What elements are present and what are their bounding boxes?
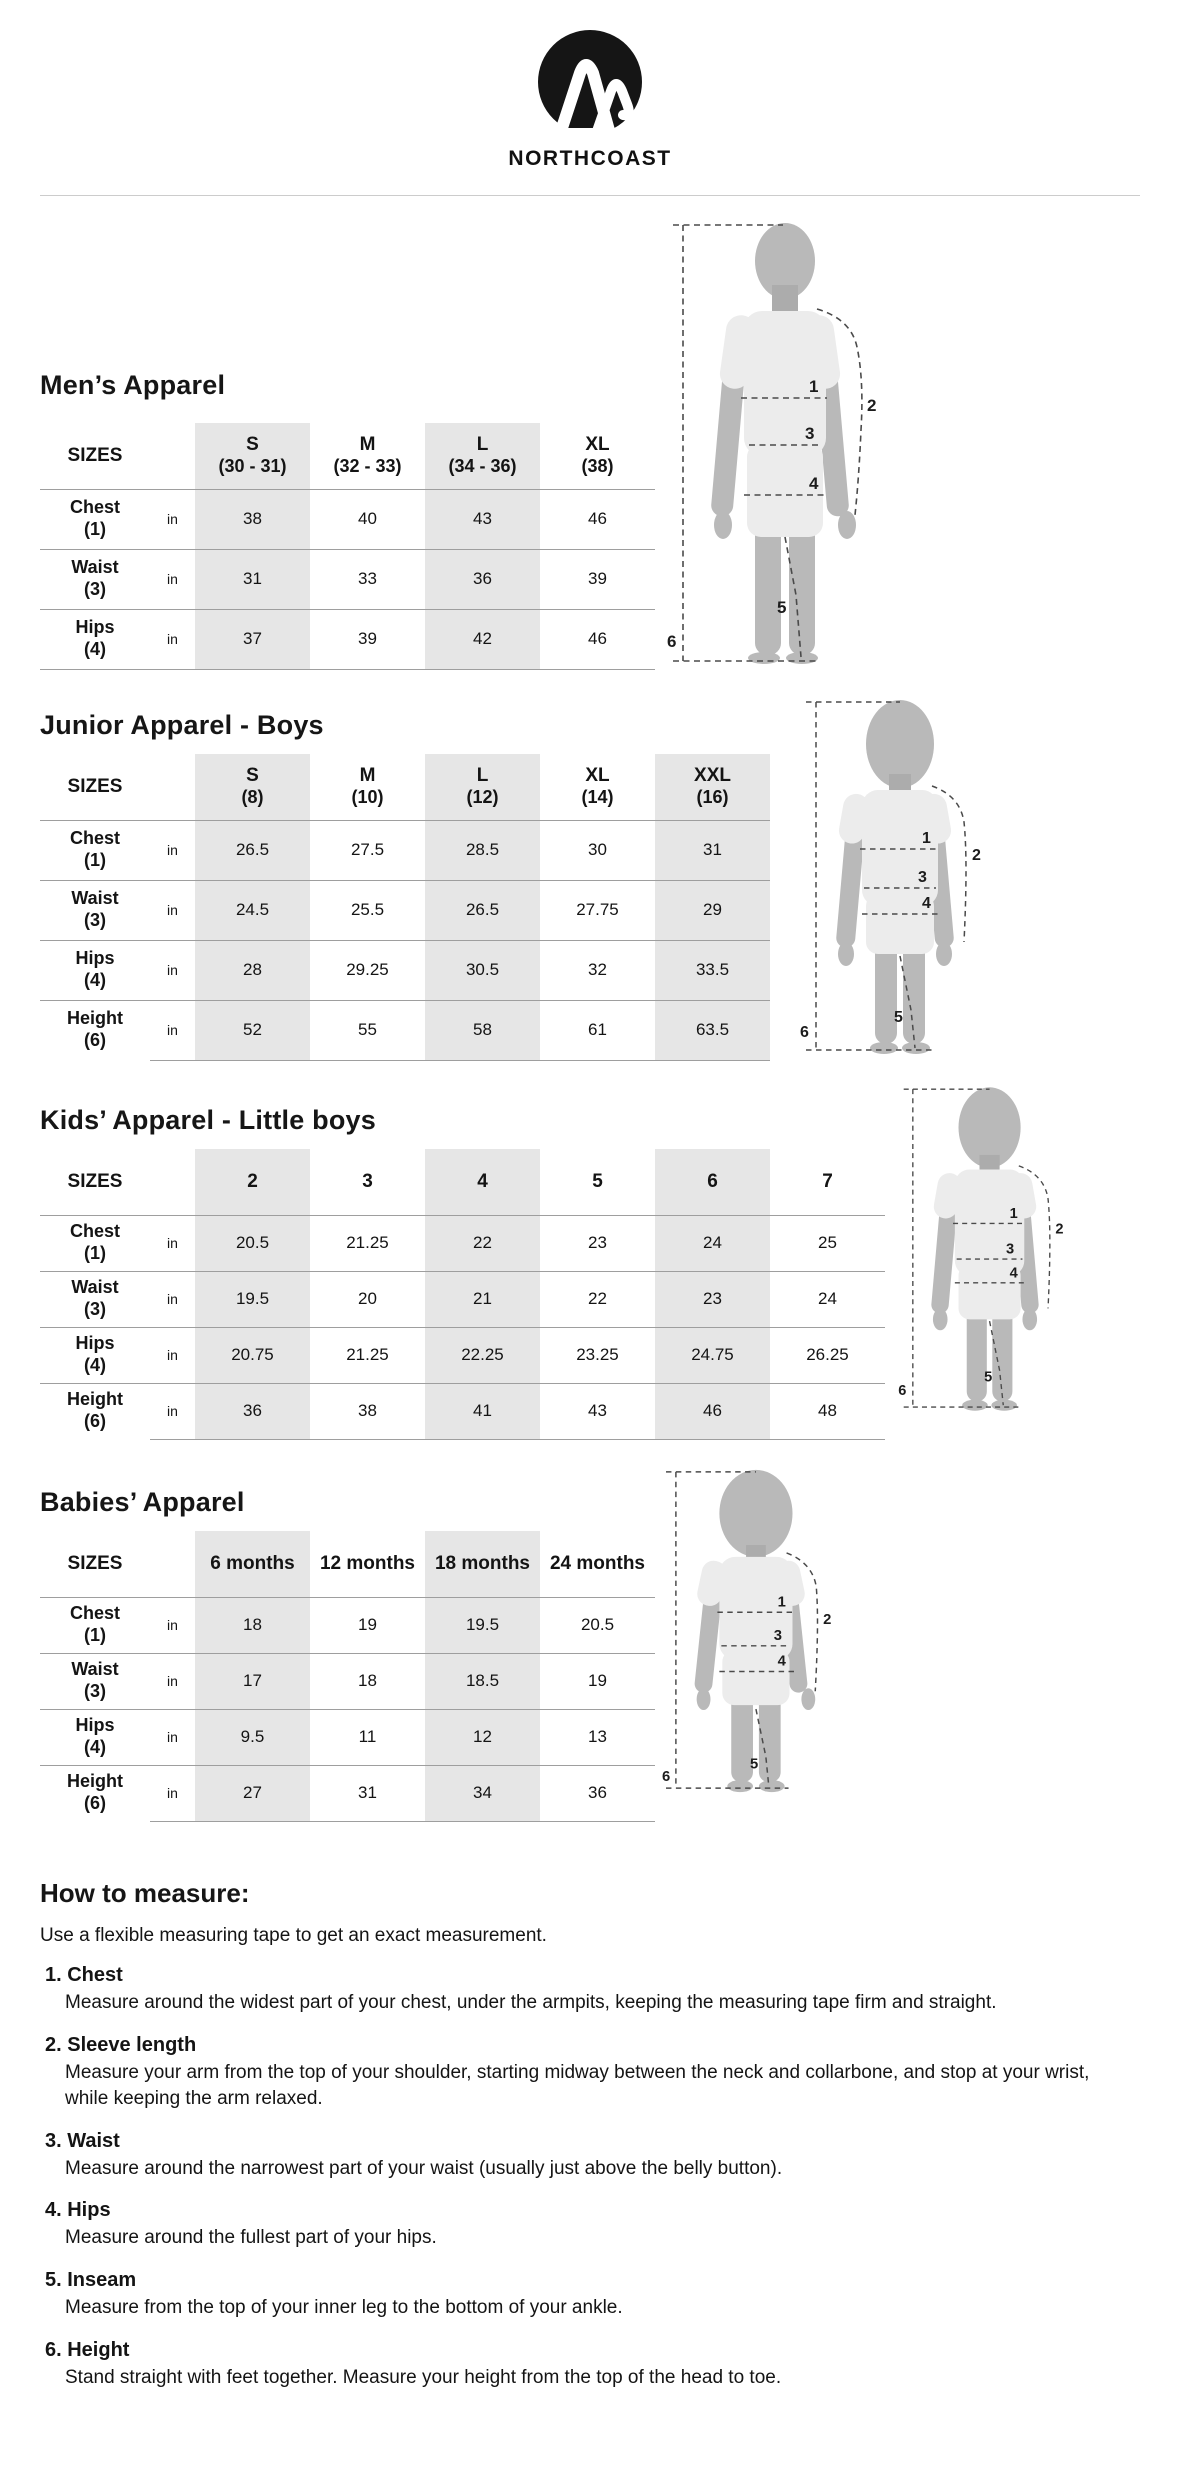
size-column-header: 2: [195, 1149, 310, 1215]
babies-apparel-section: [0, 1472, 1180, 1862]
measurement-value: 21.25: [310, 1327, 425, 1383]
measurement-label: Chest (1): [40, 1597, 150, 1653]
kids-body-figure: [898, 1080, 1072, 1423]
instruction-title: 4. Hips: [45, 2199, 111, 2222]
measurement-row: [40, 940, 770, 1000]
measurement-value: 33.5: [655, 940, 770, 1000]
measurement-row: [40, 1271, 885, 1327]
measurement-row: [40, 1597, 655, 1653]
measurement-value: 25.5: [310, 880, 425, 940]
measurement-value: 19: [310, 1597, 425, 1653]
measurement-row: [40, 1765, 655, 1821]
measurement-value: 38: [310, 1383, 425, 1439]
measurement-row: [40, 880, 770, 940]
measure-instruction-list: [40, 1964, 1140, 2391]
measurement-value: 29: [655, 880, 770, 940]
size-column-header: 7: [770, 1149, 885, 1215]
mens-size-table: [40, 423, 655, 670]
measurement-value: 22.25: [425, 1327, 540, 1383]
instruction-title: 5. Inseam: [45, 2268, 137, 2291]
size-column-header: 12 months: [310, 1531, 425, 1597]
measurement-label: Hips (4): [40, 1709, 150, 1765]
instruction-description: Stand straight with feet together. Measure your height from the top of the head to toe.: [65, 2366, 782, 2388]
unit-cell: in: [150, 1215, 195, 1271]
how-to-measure-title: How to measure:: [40, 1878, 250, 1908]
measurement-label: Chest (1): [40, 489, 150, 549]
unit-cell: in: [150, 940, 195, 1000]
measurement-value: 39: [540, 549, 655, 609]
measurement-value: 13: [540, 1709, 655, 1765]
measurement-row: [40, 549, 655, 609]
measurement-value: 9.5: [195, 1709, 310, 1765]
size-column-header: XL (38): [540, 423, 655, 489]
measurement-value: 41: [425, 1383, 540, 1439]
measurement-value: 43: [425, 489, 540, 549]
measurement-value: 19.5: [425, 1597, 540, 1653]
measure-instruction-item: [40, 2130, 1140, 2183]
size-column-header: 3: [310, 1149, 425, 1215]
toddler-figure-illustration: [662, 1462, 840, 1798]
size-header-row: [40, 1149, 885, 1215]
measurement-value: 31: [195, 549, 310, 609]
unit-column-spacer: [150, 754, 195, 820]
measurement-value: 22: [540, 1271, 655, 1327]
section-title-junior: Junior Apparel - Boys: [40, 710, 324, 740]
size-column-header: 18 months: [425, 1531, 540, 1597]
size-column-header: 4: [425, 1149, 540, 1215]
measurement-value: 18: [195, 1597, 310, 1653]
unit-cell: in: [150, 489, 195, 549]
measurement-value: 18: [310, 1653, 425, 1709]
babies-body-figure: [662, 1462, 840, 1803]
how-to-measure-intro: Use a flexible measuring tape to get an exact measurement.: [40, 1925, 547, 1946]
measurement-value: 61: [540, 1000, 655, 1060]
measurement-label: Height (6): [67, 1389, 123, 1431]
instruction-title: 1. Chest: [45, 1964, 123, 1986]
measurement-row: [40, 1709, 655, 1765]
measurement-label: Height (6): [67, 1008, 123, 1050]
unit-cell: in: [150, 880, 195, 940]
measurement-row: [40, 609, 655, 669]
junior-body-figure: [800, 692, 990, 1067]
measure-instruction-item: [40, 1964, 1140, 2017]
measure-instruction-item: [40, 2199, 1140, 2252]
size-column-header: 6: [655, 1149, 770, 1215]
instruction-description: Measure around the fullest part of your hips.: [65, 2227, 437, 2249]
measurement-value: 18.5: [425, 1653, 540, 1709]
instruction-description: Measure around the narrowest part of your waist (usually just above the belly button).: [65, 2157, 783, 2179]
section-title-mens: Men’s Apparel: [40, 370, 226, 400]
junior-apparel-section: [0, 690, 1180, 1090]
measurement-value: 30: [540, 820, 655, 880]
how-to-measure-section: [0, 1862, 1180, 2465]
size-header-row: [40, 1531, 655, 1597]
measurement-value: 38: [195, 489, 310, 549]
size-column-header: M (32 - 33): [310, 423, 425, 489]
measurement-label: Waist (3): [40, 549, 150, 609]
measurement-label: Waist (3): [40, 880, 150, 940]
measurement-value: 27: [195, 1765, 310, 1821]
unit-cell: in: [150, 609, 195, 669]
measurement-value: 55: [310, 1000, 425, 1060]
measurement-label: Height (6): [67, 1771, 123, 1813]
unit-cell: in: [150, 1765, 195, 1821]
measurement-value: 37: [195, 609, 310, 669]
kids-apparel-section: [0, 1090, 1180, 1472]
unit-column-spacer: [150, 423, 195, 489]
unit-cell: in: [150, 549, 195, 609]
measure-instruction-item: [40, 2034, 1140, 2113]
size-column-header: 24 months: [540, 1531, 655, 1597]
size-column-header: M (10): [310, 754, 425, 820]
measurement-label: Hips (4): [40, 1327, 150, 1383]
measurement-value: 36: [425, 549, 540, 609]
measurement-value: 23.25: [540, 1327, 655, 1383]
measurement-value: 22: [425, 1215, 540, 1271]
babies-size-table: [40, 1531, 655, 1822]
measurement-value: 21: [425, 1271, 540, 1327]
junior-size-table: [40, 754, 770, 1061]
measurement-value: 63.5: [655, 1000, 770, 1060]
measure-instruction-item: [40, 2269, 1140, 2322]
measurement-label: Waist (3): [40, 1271, 150, 1327]
instruction-title: 2. Sleeve length: [45, 2033, 197, 2056]
instruction-description: Measure your arm from the top of your shoulder, starting midway between the neck and collarbone, and stop at your wrist, while keeping the arm relaxed.: [65, 2061, 1090, 2110]
unit-cell: in: [150, 820, 195, 880]
measurement-value: 31: [655, 820, 770, 880]
page-header: [0, 0, 1180, 200]
instruction-description: Measure from the top of your inner leg to the bottom of your ankle.: [65, 2296, 623, 2318]
unit-column-spacer: [150, 1149, 195, 1215]
unit-cell: in: [150, 1597, 195, 1653]
measurement-value: 27.75: [540, 880, 655, 940]
measurement-value: 48: [770, 1383, 885, 1439]
size-column-header: XL (14): [540, 754, 655, 820]
measurement-value: 26.5: [195, 820, 310, 880]
header-divider: [40, 195, 1140, 196]
little-boy-figure-illustration: [898, 1080, 1072, 1418]
measurement-value: 26.25: [770, 1327, 885, 1383]
measurement-value: 32: [540, 940, 655, 1000]
measurement-value: 46: [540, 489, 655, 549]
sizes-column-header: SIZES: [40, 1531, 150, 1597]
measurement-label: Hips (4): [40, 609, 150, 669]
unit-cell: in: [150, 1327, 195, 1383]
size-column-header: S (30 - 31): [195, 423, 310, 489]
measurement-value: 25: [770, 1215, 885, 1271]
size-column-header: XXL (16): [655, 754, 770, 820]
measurement-value: 52: [195, 1000, 310, 1060]
measurement-value: 36: [540, 1765, 655, 1821]
measurement-label: Hips (4): [40, 940, 150, 1000]
measurement-value: 20.5: [195, 1215, 310, 1271]
measurement-value: 36: [195, 1383, 310, 1439]
measurement-row: [40, 1653, 655, 1709]
measurement-value: 28.5: [425, 820, 540, 880]
unit-cell: in: [150, 1271, 195, 1327]
section-title-kids: Kids’ Apparel - Little boys: [40, 1105, 376, 1135]
measurement-value: 40: [310, 489, 425, 549]
measurement-label: Chest (1): [40, 1215, 150, 1271]
measure-instruction-item: [40, 2339, 1140, 2392]
boy-figure-illustration: [800, 692, 990, 1062]
unit-column-spacer: [150, 1531, 195, 1597]
mens-body-figure: [665, 215, 895, 670]
measurement-value: 11: [310, 1709, 425, 1765]
size-header-row: [40, 754, 770, 820]
size-column-header: 5: [540, 1149, 655, 1215]
mens-apparel-section: [0, 200, 1180, 690]
measurement-value: 24: [770, 1271, 885, 1327]
measurement-value: 20: [310, 1271, 425, 1327]
unit-cell: in: [150, 1000, 195, 1060]
measurement-value: 24.75: [655, 1327, 770, 1383]
measurement-value: 39: [310, 609, 425, 669]
measurement-value: 24.5: [195, 880, 310, 940]
brand-name: NORTHCOAST: [508, 147, 672, 170]
measurement-row: [40, 820, 770, 880]
measurement-value: 19: [540, 1653, 655, 1709]
sizes-column-header: SIZES: [40, 754, 150, 820]
measurement-value: 33: [310, 549, 425, 609]
measurement-value: 58: [425, 1000, 540, 1060]
measurement-value: 23: [655, 1271, 770, 1327]
measurement-row: [40, 489, 655, 549]
measurement-row: [40, 1327, 885, 1383]
measurement-label: Chest (1): [40, 820, 150, 880]
measurement-value: 46: [540, 609, 655, 669]
measurement-row: [40, 1383, 885, 1439]
measurement-value: 12: [425, 1709, 540, 1765]
measurement-value: 31: [310, 1765, 425, 1821]
measurement-value: 20.5: [540, 1597, 655, 1653]
measurement-value: 27.5: [310, 820, 425, 880]
sizes-column-header: SIZES: [40, 1149, 150, 1215]
measurement-value: 21.25: [310, 1215, 425, 1271]
instruction-title: 6. Height: [45, 2338, 130, 2361]
sizes-column-header: SIZES: [40, 423, 150, 489]
measurement-value: 19.5: [195, 1271, 310, 1327]
size-column-header: S (8): [195, 754, 310, 820]
measurement-value: 17: [195, 1653, 310, 1709]
size-header-row: [40, 423, 655, 489]
measurement-value: 24: [655, 1215, 770, 1271]
measurement-value: 34: [425, 1765, 540, 1821]
size-column-header: 6 months: [195, 1531, 310, 1597]
measurement-value: 29.25: [310, 940, 425, 1000]
measurement-value: 42: [425, 609, 540, 669]
measurement-value: 30.5: [425, 940, 540, 1000]
northcoast-logo-icon: [532, 30, 648, 142]
size-column-header: L (34 - 36): [425, 423, 540, 489]
measurement-label: Waist (3): [40, 1653, 150, 1709]
brand-logo: [508, 30, 671, 171]
unit-cell: in: [150, 1383, 195, 1439]
instruction-title: 3. Waist: [45, 2129, 120, 2152]
measurement-value: 28: [195, 940, 310, 1000]
measurement-value: 26.5: [425, 880, 540, 940]
measurement-value: 43: [540, 1383, 655, 1439]
unit-cell: in: [150, 1653, 195, 1709]
instruction-description: Measure around the widest part of your chest, under the armpits, keeping the measuring tape firm and straight.: [65, 1992, 997, 2013]
adult-male-figure-illustration: [665, 215, 895, 665]
measurement-row: [40, 1215, 885, 1271]
size-column-header: L (12): [425, 754, 540, 820]
measurement-value: 23: [540, 1215, 655, 1271]
measurement-row: [40, 1000, 770, 1060]
measurement-value: 46: [655, 1383, 770, 1439]
kids-size-table: [40, 1149, 885, 1440]
unit-cell: in: [150, 1709, 195, 1765]
section-title-babies: Babies’ Apparel: [40, 1487, 245, 1517]
measurement-value: 20.75: [195, 1327, 310, 1383]
